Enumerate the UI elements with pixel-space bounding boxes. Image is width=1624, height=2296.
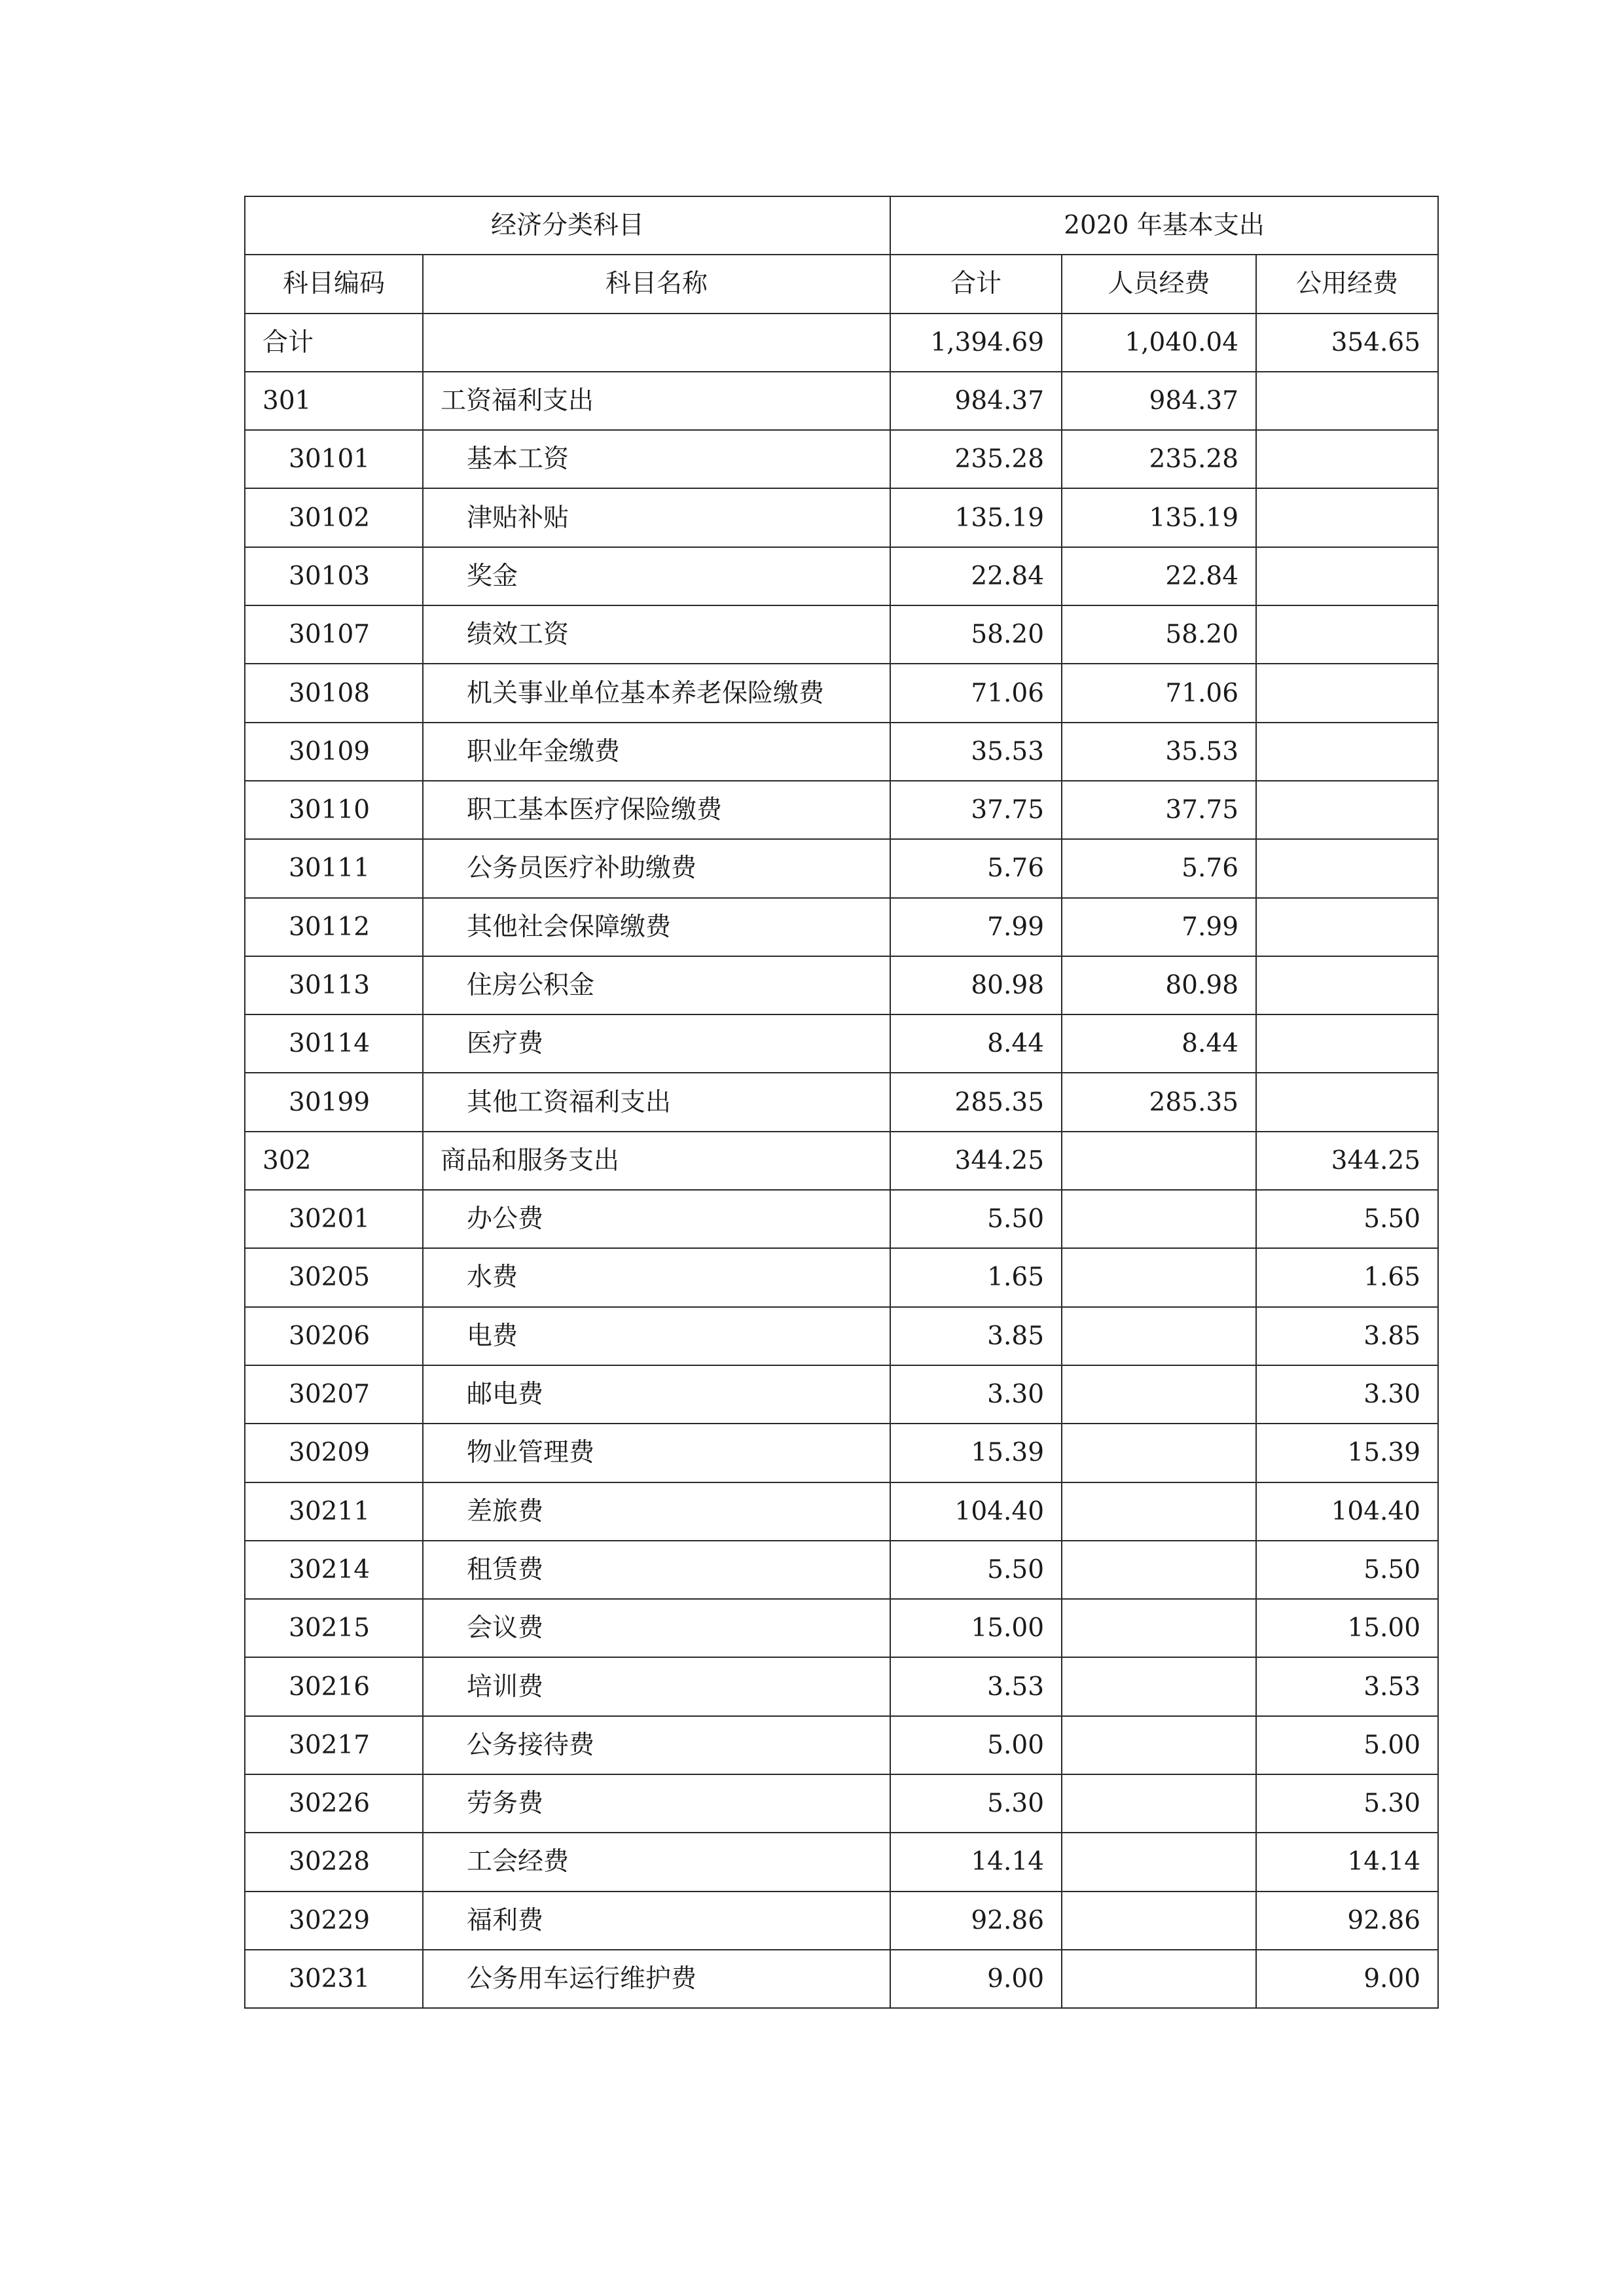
- table-row: [245, 1833, 1438, 1891]
- row-public: [1256, 956, 1438, 1014]
- row-personnel: [1062, 1248, 1256, 1306]
- row-public: 5.30: [1256, 1774, 1438, 1833]
- row-total: 14.14: [890, 1833, 1062, 1891]
- row-public: 3.53: [1256, 1657, 1438, 1715]
- row-code: 30201: [245, 1190, 423, 1248]
- row-public: [1256, 839, 1438, 897]
- row-public: 15.39: [1256, 1424, 1438, 1482]
- row-total: 135.19: [890, 488, 1062, 547]
- row-personnel: [1062, 1482, 1256, 1541]
- row-personnel: [1062, 1774, 1256, 1833]
- header-personnel-expense: 人员经费: [1062, 255, 1256, 313]
- row-public: [1256, 781, 1438, 839]
- row-public: [1256, 372, 1438, 430]
- row-public: [1256, 430, 1438, 488]
- row-name: 劳务费: [423, 1774, 890, 1833]
- row-total: 344.25: [890, 1132, 1062, 1190]
- row-code: 30107: [245, 605, 423, 664]
- table-row: [245, 547, 1438, 605]
- table-row: [245, 1892, 1438, 1950]
- row-total: 58.20: [890, 605, 1062, 664]
- header-group-row: [245, 196, 1438, 255]
- row-code: 30229: [245, 1892, 423, 1950]
- table-row: [245, 430, 1438, 488]
- row-code: 30228: [245, 1833, 423, 1891]
- row-name: 住房公积金: [423, 956, 890, 1014]
- row-personnel: [1062, 1365, 1256, 1424]
- row-personnel: [1062, 1833, 1256, 1891]
- row-total: 15.00: [890, 1599, 1062, 1657]
- row-code: 30214: [245, 1541, 423, 1599]
- table-row: [245, 488, 1438, 547]
- row-code: 30226: [245, 1774, 423, 1833]
- table-row: [245, 1307, 1438, 1365]
- row-total: 104.40: [890, 1482, 1062, 1541]
- total-row-name: [423, 314, 890, 372]
- row-code: 30109: [245, 723, 423, 781]
- row-code: 30111: [245, 839, 423, 897]
- row-name: 公务员医疗补助缴费: [423, 839, 890, 897]
- row-public: [1256, 1073, 1438, 1131]
- row-name: 会议费: [423, 1599, 890, 1657]
- header-subject-name: 科目名称: [423, 255, 890, 313]
- total-row-personnel: 1,040.04: [1062, 314, 1256, 372]
- row-personnel: 58.20: [1062, 605, 1256, 664]
- row-personnel: [1062, 1307, 1256, 1365]
- table-row: [245, 1132, 1438, 1190]
- table-row: [245, 664, 1438, 722]
- total-row-label: 合计: [245, 314, 423, 372]
- table-row: [245, 1014, 1438, 1073]
- table-row: [245, 1482, 1438, 1541]
- row-public: 14.14: [1256, 1833, 1438, 1891]
- row-public: [1256, 605, 1438, 664]
- row-total: 235.28: [890, 430, 1062, 488]
- table-row: [245, 723, 1438, 781]
- table-row: [245, 605, 1438, 664]
- row-personnel: 984.37: [1062, 372, 1256, 430]
- row-total: 5.76: [890, 839, 1062, 897]
- row-total: 3.85: [890, 1307, 1062, 1365]
- row-public: 3.30: [1256, 1365, 1438, 1424]
- row-public: 15.00: [1256, 1599, 1438, 1657]
- row-public: 344.25: [1256, 1132, 1438, 1190]
- row-name: 其他社会保障缴费: [423, 898, 890, 956]
- row-personnel: 8.44: [1062, 1014, 1256, 1073]
- row-name: 基本工资: [423, 430, 890, 488]
- row-code: 30102: [245, 488, 423, 547]
- row-total: 71.06: [890, 664, 1062, 722]
- row-personnel: [1062, 1599, 1256, 1657]
- row-code: 30113: [245, 956, 423, 1014]
- row-personnel: 22.84: [1062, 547, 1256, 605]
- row-name: 机关事业单位基本养老保险缴费: [423, 664, 890, 722]
- row-total: 285.35: [890, 1073, 1062, 1131]
- table-row: [245, 781, 1438, 839]
- row-public: [1256, 664, 1438, 722]
- row-personnel: 80.98: [1062, 956, 1256, 1014]
- table-row: [245, 1365, 1438, 1424]
- table-row: [245, 1424, 1438, 1482]
- row-total: 5.50: [890, 1190, 1062, 1248]
- row-code: 30205: [245, 1248, 423, 1306]
- total-row-total: 1,394.69: [890, 314, 1062, 372]
- row-code: 30101: [245, 430, 423, 488]
- row-total: 22.84: [890, 547, 1062, 605]
- row-public: [1256, 898, 1438, 956]
- row-code: 30207: [245, 1365, 423, 1424]
- row-public: 104.40: [1256, 1482, 1438, 1541]
- table-row: [245, 1073, 1438, 1131]
- row-name: 津贴补贴: [423, 488, 890, 547]
- row-name: 租赁费: [423, 1541, 890, 1599]
- row-code: 30199: [245, 1073, 423, 1131]
- row-personnel: [1062, 1190, 1256, 1248]
- row-personnel: 285.35: [1062, 1073, 1256, 1131]
- row-code: 30216: [245, 1657, 423, 1715]
- row-name: 公务接待费: [423, 1716, 890, 1774]
- table-row: [245, 1541, 1438, 1599]
- row-personnel: 5.76: [1062, 839, 1256, 897]
- row-total: 92.86: [890, 1892, 1062, 1950]
- table-row: [245, 1248, 1438, 1306]
- row-public: 92.86: [1256, 1892, 1438, 1950]
- header-total: 合计: [890, 255, 1062, 313]
- row-total: 7.99: [890, 898, 1062, 956]
- row-code: 30108: [245, 664, 423, 722]
- header-economic-classification: 经济分类科目: [245, 196, 890, 255]
- table-row: [245, 839, 1438, 897]
- row-name: 差旅费: [423, 1482, 890, 1541]
- row-total: 35.53: [890, 723, 1062, 781]
- row-name: 培训费: [423, 1657, 890, 1715]
- row-code: 30217: [245, 1716, 423, 1774]
- row-public: 5.50: [1256, 1541, 1438, 1599]
- row-total: 5.30: [890, 1774, 1062, 1833]
- row-name: 水费: [423, 1248, 890, 1306]
- row-name: 商品和服务支出: [423, 1132, 890, 1190]
- row-name: 职工基本医疗保险缴费: [423, 781, 890, 839]
- table-row: [245, 956, 1438, 1014]
- row-total: 8.44: [890, 1014, 1062, 1073]
- row-personnel: 71.06: [1062, 664, 1256, 722]
- row-public: [1256, 547, 1438, 605]
- row-name: 办公费: [423, 1190, 890, 1248]
- row-total: 3.30: [890, 1365, 1062, 1424]
- row-code: 30211: [245, 1482, 423, 1541]
- row-public: 5.00: [1256, 1716, 1438, 1774]
- row-code: 30112: [245, 898, 423, 956]
- row-code: 30206: [245, 1307, 423, 1365]
- header-columns-row: [245, 255, 1438, 313]
- row-name: 物业管理费: [423, 1424, 890, 1482]
- row-total: 1.65: [890, 1248, 1062, 1306]
- table-row: [245, 1657, 1438, 1715]
- row-name: 医疗费: [423, 1014, 890, 1073]
- row-code: 301: [245, 372, 423, 430]
- total-row-public: 354.65: [1256, 314, 1438, 372]
- total-row: [245, 314, 1438, 372]
- row-public: [1256, 488, 1438, 547]
- row-personnel: [1062, 1950, 1256, 2008]
- row-personnel: [1062, 1716, 1256, 1774]
- table-row: [245, 898, 1438, 956]
- row-public: [1256, 1014, 1438, 1073]
- expenditure-table: [244, 196, 1439, 2009]
- row-name: 奖金: [423, 547, 890, 605]
- table-row: [245, 1716, 1438, 1774]
- row-personnel: 235.28: [1062, 430, 1256, 488]
- row-personnel: [1062, 1132, 1256, 1190]
- row-code: 30114: [245, 1014, 423, 1073]
- table-row: [245, 1774, 1438, 1833]
- row-code: 30103: [245, 547, 423, 605]
- row-total: 5.00: [890, 1716, 1062, 1774]
- row-total: 15.39: [890, 1424, 1062, 1482]
- row-total: 3.53: [890, 1657, 1062, 1715]
- row-personnel: [1062, 1424, 1256, 1482]
- row-code: 30215: [245, 1599, 423, 1657]
- row-total: 37.75: [890, 781, 1062, 839]
- row-total: 9.00: [890, 1950, 1062, 2008]
- row-name: 工资福利支出: [423, 372, 890, 430]
- row-name: 绩效工资: [423, 605, 890, 664]
- table-row: [245, 1599, 1438, 1657]
- row-total: 984.37: [890, 372, 1062, 430]
- table-row: [245, 372, 1438, 430]
- row-total: 80.98: [890, 956, 1062, 1014]
- row-personnel: 35.53: [1062, 723, 1256, 781]
- row-name: 福利费: [423, 1892, 890, 1950]
- row-personnel: 7.99: [1062, 898, 1256, 956]
- row-name: 公务用车运行维护费: [423, 1950, 890, 2008]
- row-public: 1.65: [1256, 1248, 1438, 1306]
- row-public: 3.85: [1256, 1307, 1438, 1365]
- header-public-expense: 公用经费: [1256, 255, 1438, 313]
- row-name: 工会经费: [423, 1833, 890, 1891]
- table-row: [245, 1190, 1438, 1248]
- table-row: [245, 1950, 1438, 2008]
- row-personnel: [1062, 1657, 1256, 1715]
- row-personnel: 135.19: [1062, 488, 1256, 547]
- header-subject-code: 科目编码: [245, 255, 423, 313]
- row-code: 30209: [245, 1424, 423, 1482]
- row-total: 5.50: [890, 1541, 1062, 1599]
- row-personnel: [1062, 1541, 1256, 1599]
- row-public: 9.00: [1256, 1950, 1438, 2008]
- row-name: 其他工资福利支出: [423, 1073, 890, 1131]
- row-name: 职业年金缴费: [423, 723, 890, 781]
- row-code: 30110: [245, 781, 423, 839]
- header-basic-expenditure-2020: 2020 年基本支出: [890, 196, 1438, 255]
- row-public: 5.50: [1256, 1190, 1438, 1248]
- row-personnel: 37.75: [1062, 781, 1256, 839]
- row-name: 电费: [423, 1307, 890, 1365]
- row-code: 302: [245, 1132, 423, 1190]
- row-personnel: [1062, 1892, 1256, 1950]
- row-code: 30231: [245, 1950, 423, 2008]
- row-public: [1256, 723, 1438, 781]
- row-name: 邮电费: [423, 1365, 890, 1424]
